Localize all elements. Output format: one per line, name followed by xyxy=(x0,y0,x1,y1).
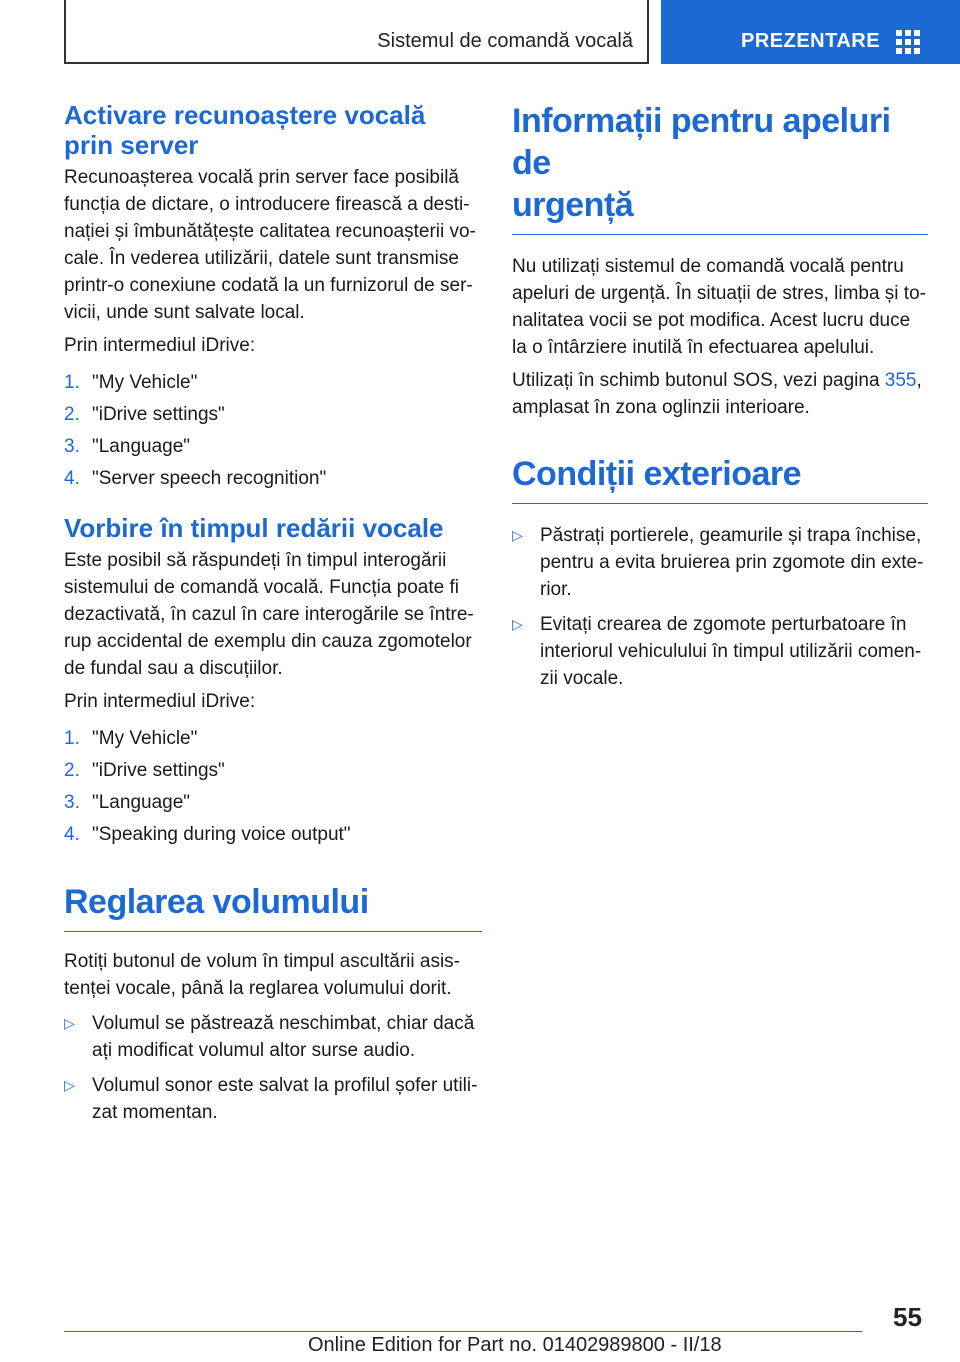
section-label: PREZENTARE xyxy=(741,30,881,52)
speaking-paragraph: Este posibil să răspundeți în timpul interogării sistemului de comandă vocală. Funcția poate fi dezactivată, în cazul în care interogările se între‐ rup accidental de exemplu din cauza zgomotelor de fundal sau a discuțiilor. xyxy=(64,550,474,679)
triangle-bullet-icon: ▷ xyxy=(64,1015,75,1031)
chapter-title: Sistemul de comandă vocală xyxy=(377,30,633,52)
list-item: ▷ Păstrați portierele, geamurile și trapa închise, pentru a evita bruierea prin zgomote din exte‐ rior. xyxy=(512,522,928,603)
grid-icon[interactable] xyxy=(896,30,920,54)
steps-list xyxy=(64,367,482,495)
section-title-server-recognition: Activare recunoaștere vocală prin server xyxy=(64,100,426,160)
list-item: ▷ Evitați crearea de zgomote perturbatoare în interiorul vehiculului în timpul utilizării comen‐ zii vocale. xyxy=(512,611,928,692)
section-title-external-conditions: Condiții exterioare xyxy=(512,455,802,493)
list-item: 3. "Language" xyxy=(64,436,191,457)
steps-list xyxy=(64,723,482,851)
triangle-bullet-icon: ▷ xyxy=(512,527,523,543)
volume-paragraph: Rotiți butonul de volum în timpul ascultării asis‐ tenței vocale, până la reglarea volumului dorit. xyxy=(64,951,461,999)
page-number: 55 xyxy=(893,1302,922,1332)
page-reference-link[interactable]: 355 xyxy=(884,370,917,391)
right-column xyxy=(512,100,928,692)
list-item: 2. "iDrive settings" xyxy=(64,404,225,425)
section-title-volume: Reglarea volumului xyxy=(64,883,369,921)
bullet-list xyxy=(512,522,928,692)
idrive-intro: Prin intermediul iDrive: xyxy=(64,691,256,712)
list-item: 2. "iDrive settings" xyxy=(64,760,225,781)
list-item: 1. "My Vehicle" xyxy=(64,372,198,393)
list-item: 4. "Server speech recognition" xyxy=(64,468,327,489)
emergency-paragraph: Nu utilizați sistemul de comandă vocală pentru apeluri de urgență. În situații de stres, limba și to‐ nalitatea vocii se pot modifica. Acest lucru duce la o întârziere inutilă în efectuarea apelului. xyxy=(512,256,926,358)
left-column xyxy=(64,100,482,1126)
list-item: ▷ Volumul se păstrează neschimbat, chiar dacă ați modificat volumul altor surse audio. xyxy=(64,1010,482,1064)
bullet-list xyxy=(64,1010,482,1126)
section-title-emergency-calls: Informații pentru apeluri de urgență xyxy=(512,102,891,224)
header-section-tab[interactable] xyxy=(661,0,960,64)
server-recognition-paragraph: Recunoașterea vocală prin server face posibilă funcția de dictare, o introducere firească a desti‐ nației și îmbunătățește calitatea recunoașterii vo‐ cale. În vederea utilizării, datele sunt transmise printr-o conexiune codată la un furnizorul de ser‐ vicii, unde sunt salvate local. xyxy=(64,167,476,323)
header-chapter-box xyxy=(64,0,649,64)
list-item: 3. "Language" xyxy=(64,792,191,813)
sos-paragraph: Utilizați în schimb butonul SOS, vezi pagina 355, amplasat în zona oglinzii interioare. xyxy=(512,370,922,418)
list-item: 1. "My Vehicle" xyxy=(64,728,198,749)
list-item: ▷ Volumul sonor este salvat la profilul șofer utili‐ zat momentan. xyxy=(64,1072,482,1126)
triangle-bullet-icon: ▷ xyxy=(512,616,523,632)
section-title-speaking-during-output: Vorbire în timpul redării vocale xyxy=(64,513,444,543)
list-item: 4. "Speaking during voice output" xyxy=(64,824,351,845)
triangle-bullet-icon: ▷ xyxy=(64,1077,75,1093)
edition-footer: Online Edition for Part no. 01402989800 - II/18 xyxy=(308,1334,722,1356)
footer-divider xyxy=(64,1331,862,1332)
idrive-intro: Prin intermediul iDrive: xyxy=(64,335,256,356)
